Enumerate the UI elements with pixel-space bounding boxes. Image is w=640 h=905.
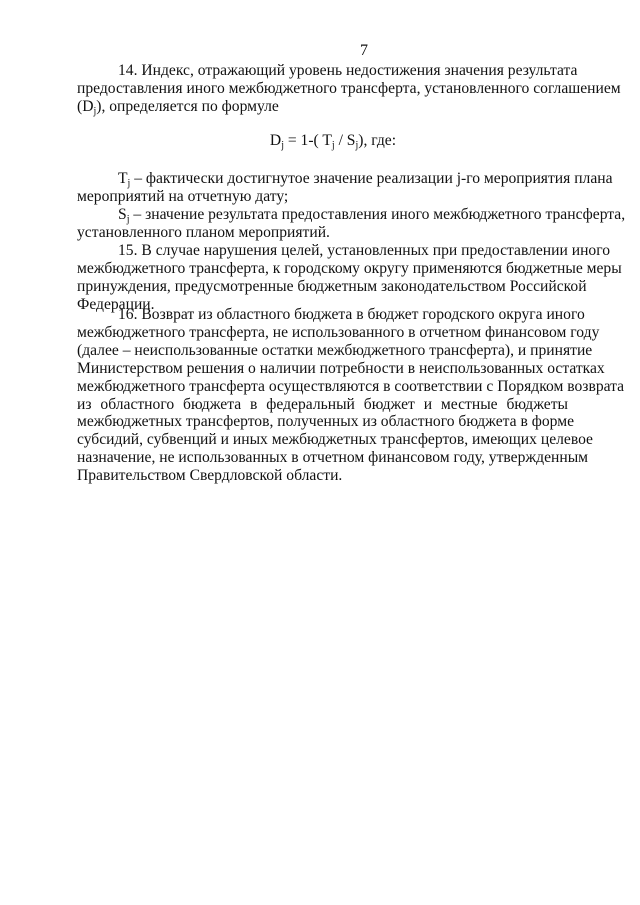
text-line: установленного планом мероприятий.: [77, 223, 330, 241]
text-line: Правительством Свердловской области.: [77, 467, 343, 485]
text-line: предоставления иного межбюджетного трансферта, установленного соглашением: [77, 79, 621, 97]
text-line: Министерством решения о наличии потребности в неиспользованных остатках: [77, 359, 605, 377]
paragraph-16: [77, 306, 625, 485]
text-line: 14. Индекс, отражающий уровень недостижения значения результата: [118, 62, 578, 79]
text-line: [77, 170, 613, 189]
subscript: j: [93, 105, 97, 117]
text: – фактически достигнутое значение реализации j-го мероприятия плана: [130, 170, 613, 187]
text: S: [118, 205, 127, 223]
text: D: [269, 132, 282, 149]
subscript: j: [126, 213, 130, 225]
text-line: межбюджетного трансферта, не использованного в отчетном финансовом году: [77, 323, 600, 341]
text-line: назначение, не использованных в отчетном финансовом году, утвержденным: [77, 449, 589, 467]
text-line: принуждения, предусмотренные бюджетным законодательством Российской: [77, 277, 587, 295]
page-number: 7: [360, 42, 368, 59]
subscript: j: [281, 140, 284, 151]
definitions: [77, 170, 626, 242]
text-line: Федерации.: [77, 295, 155, 313]
text-line: из областного бюджета в федеральный бюджет и местные бюджеты: [77, 395, 568, 413]
text: ), определяется по формуле: [96, 97, 279, 115]
text: – значение результата предоставления иного межбюджетного трансферта,: [129, 205, 626, 223]
subscript: j: [127, 178, 131, 189]
text: ), где:: [358, 132, 397, 149]
paragraph-14: [77, 62, 621, 117]
subscript: j: [331, 140, 335, 151]
text-line: субсидий, субвенций и иных межбюджетных трансфертов, имеющих целевое: [77, 431, 593, 449]
text: (D: [77, 97, 94, 115]
text-line: мероприятий на отчетную дату;: [77, 187, 289, 205]
subscript: j: [355, 140, 359, 151]
text-line: межбюджетного трансферта осуществляются в соответствии с Порядком возврата: [77, 377, 625, 395]
text: T: [118, 170, 128, 187]
text-line: межбюджетного трансферта, к городскому округу применяются бюджетные меры: [77, 259, 622, 277]
text-line: 16. Возврат из областного бюджета в бюджет городского округа иного: [118, 306, 585, 323]
text-line: [77, 205, 626, 225]
text: / S: [334, 132, 356, 149]
text: = 1-( T: [283, 132, 332, 149]
text-line: (далее – неиспользованные остатки межбюджетного трансферта), и принятие: [77, 341, 593, 359]
paragraph-15: [77, 242, 622, 314]
text-line: [77, 98, 568, 116]
text-line: 15. В случае нарушения целей, установленных при предоставлении иного: [118, 242, 611, 259]
text-line: межбюджетных трансфертов, полученных из областного бюджета в форме: [77, 413, 574, 431]
formula: [0, 132, 640, 150]
